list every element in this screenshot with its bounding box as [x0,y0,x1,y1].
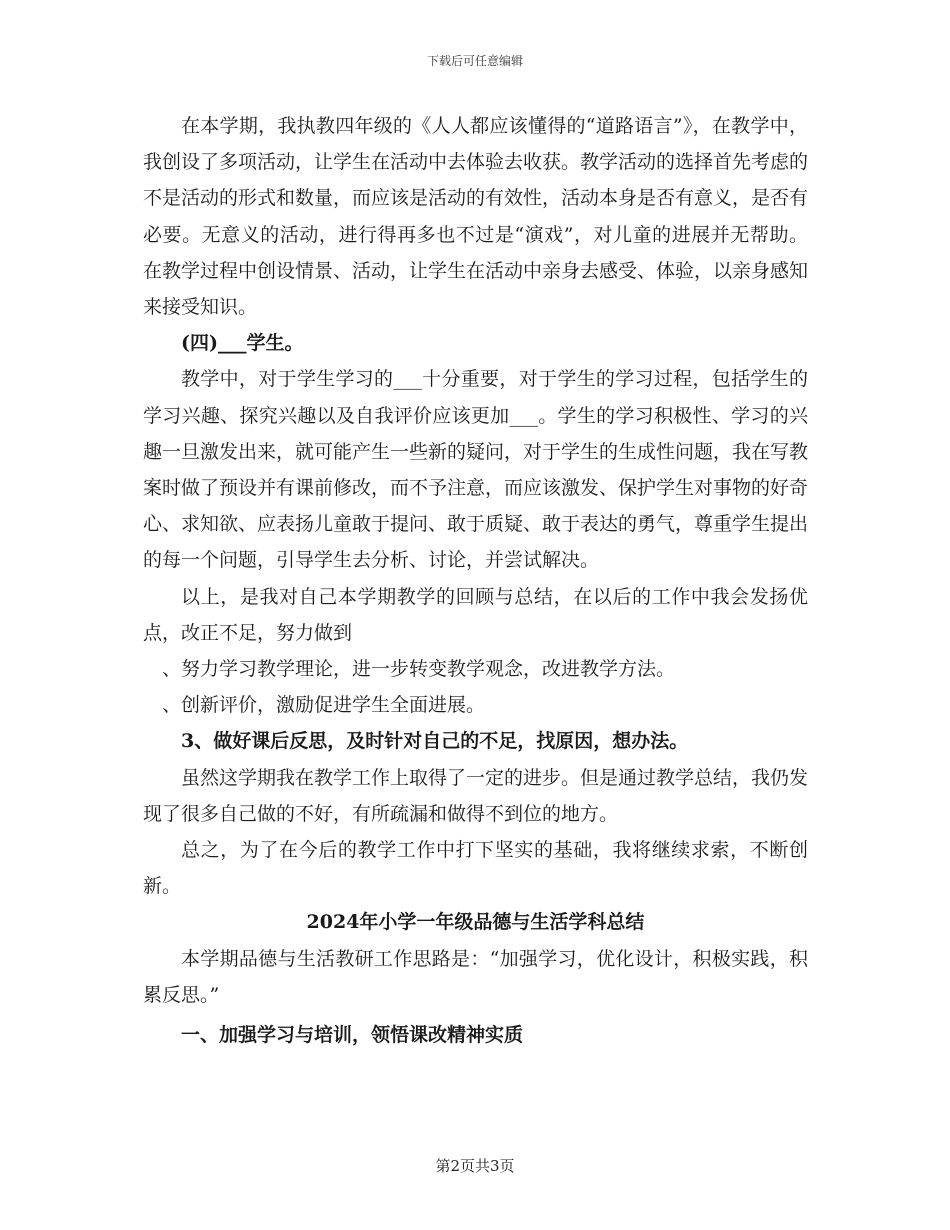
paragraph-study-theory: 、努力学习教学理论，进一步转变教学观念，改进教学方法。 [162,658,676,681]
section-heading-reflection: 3、做好课后反思，及时针对自己的不足，找原因，想办法。 [181,730,689,753]
section-heading-four: (四)___学生。 [181,332,304,355]
page-footer: 第2页共3页 [435,1157,515,1175]
paragraph-student-learning: 教学中，对于学生学习的___十分重要，对于学生的学习过程，包括学生的学习兴趣、探究兴趣以及自我评价应该更加___。学生的学习积极性、学习的兴趣一旦激发出来，就可能产生一些新的疑问，对于学生的生成性问题，我在写教案时做了预设并有课前修改，而不予注意，而应该激发、保护学生对事物的好奇心、求知欲、应表扬儿童敢于提问、敢于质疑、敢于表达的勇气，尊重学生提出的每一个问题，引导学生去分析、讨论，并尝试解决。 [143,368,809,572]
paragraph-innovate-evaluation: 、创新评价，激励促进学生全面进展。 [162,694,486,717]
document-title-2024: 2024年小学一年级品德与生活学科总结 [306,911,645,934]
paragraph-summary-review: 以上，是我对自己本学期教学的回顾与总结，在以后的工作中我会发扬优点，改正不足，努力做到 [143,585,808,644]
paragraph-work-approach: 本学期品德与生活教研工作思路是：“加强学习，优化设计，积极实践，积累反思。” [143,947,808,1006]
page-header: 下载后可任意编辑 [426,54,523,68]
section-heading-one: 一、加强学习与培训，领悟课改精神实质 [181,1024,524,1047]
paragraph-road-language: 在本学期，我执教四年级的《人人都应该懂得的“道路语言”》，在教学中，我创设了多项活动，让学生在活动中去体验去收获。教学活动的选择首先考虑的不是活动的形式和数量，而应该是活动的有效性，活动本身是否有意义，是否有必要。无意义的活动，进行得再多也不过是“演戏”，对儿童的进展并无帮助。在教学过程中创设情景、活动，让学生在活动中亲身去感受、体验，以亲身感知来接受知识。 [143,115,809,319]
paragraph-progress: 虽然这学期我在教学工作上取得了一定的进步。但是通过教学总结，我仍发现了很多自己做的不好，有所疏漏和做得不到位的地方。 [143,766,809,825]
paragraph-conclusion: 总之，为了在今后的教学工作中打下坚实的基础，我将继续求索，不断创新。 [143,839,808,898]
document-body [143,108,808,1053]
